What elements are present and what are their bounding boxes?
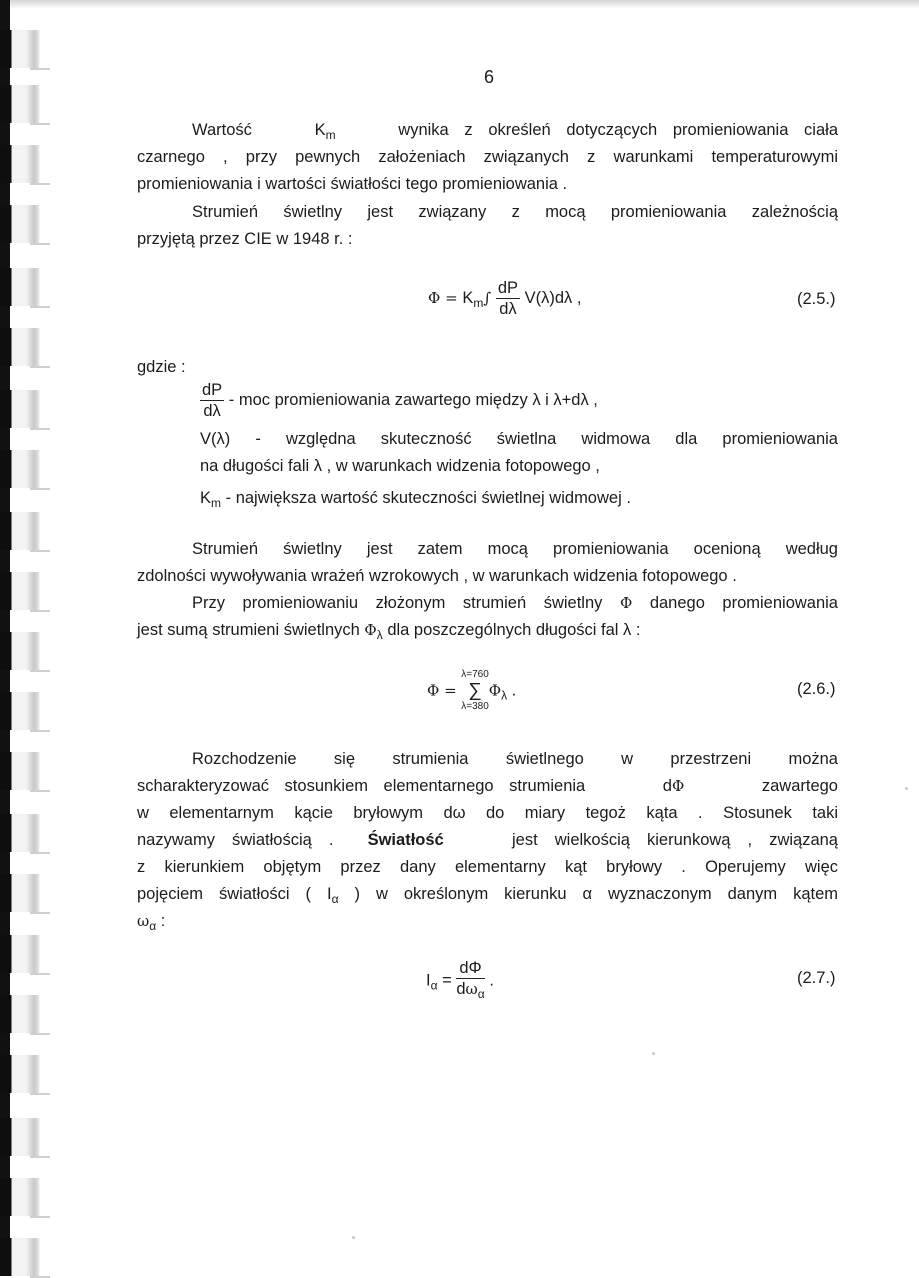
text-line: Wartość $K_m$ wynika z określeń dotyczących promieniowania ciała xyxy=(192,121,838,142)
binding-ring xyxy=(0,390,40,428)
scan-speck xyxy=(652,1052,655,1055)
where-item-v xyxy=(200,426,838,480)
fraction-dp-dlambda: $\frac{dP}{d\lambda}$ xyxy=(497,279,519,318)
binding-ring xyxy=(0,752,40,790)
equation-2-7: $I_\alpha$ = $\frac{d\Phi}{d\omega_\alpha}$ . xyxy=(426,958,494,1004)
binding-ring xyxy=(0,874,40,912)
binding-ring xyxy=(0,632,40,670)
binding-ring xyxy=(0,512,40,550)
binding-ring xyxy=(0,85,40,123)
text-line: Strumień świetlny jest związany z mocą promieniowania zależnością xyxy=(192,203,838,221)
sum-operator: λ=760 ∑ λ=380 xyxy=(461,669,489,712)
page-number: 6 xyxy=(484,67,495,87)
binding-ring xyxy=(0,1118,40,1156)
fraction-dphi-domega: $\frac{d\Phi}{d\omega_\alpha}$ xyxy=(456,959,485,1001)
text-line: Rozchodzenie się strumienia świetlnego w przestrzeni można xyxy=(192,750,838,768)
binding-ring xyxy=(0,572,40,610)
paragraph-flux-definition xyxy=(137,199,838,253)
equation-2-5: $\Phi = K_m\int$ $\frac{dP}{d\lambda}$ V(λ)dλ , xyxy=(428,279,582,318)
fraction-dp-dlambda: $\frac{dP}{d\lambda}$ xyxy=(202,381,223,420)
text-line: nazywamy światłością . Światłość jest wielkością kierunkową , związaną xyxy=(137,831,838,849)
paragraph-composite xyxy=(137,590,838,644)
binding-ring xyxy=(0,145,40,183)
text-line: na długości fali λ , w warunkach widzenia fotopowego , xyxy=(200,457,600,475)
scan-speck xyxy=(352,1236,355,1239)
text-line: Przy promieniowaniu złożonym strumień świetlny Φ danego promieniowania xyxy=(192,594,838,612)
binding-ring xyxy=(0,995,40,1033)
text-line: czarnego , przy pewnych założeniach związanych z warunkami temperaturowymi xyxy=(137,148,838,166)
where-item-km: $K_m$ - największa wartość skuteczności świetlnej widmowej . xyxy=(200,489,631,510)
binding-ring xyxy=(0,30,40,68)
binding-ring xyxy=(0,1055,40,1093)
scan-speck xyxy=(905,787,908,790)
text-line: w elementarnym kącie bryłowym dω do miary tegoż kąta . Stosunek taki xyxy=(137,804,838,822)
text-line: V(λ) - względna skuteczność świetlna widmowa dla promieniowania xyxy=(200,430,838,448)
equation-number: (2.5.) xyxy=(797,290,836,308)
paragraph-intensity xyxy=(137,746,838,935)
scan-shadow xyxy=(0,0,919,9)
where-label: gdzie : xyxy=(137,358,186,376)
binding-ring xyxy=(0,1238,40,1276)
where-item-dp: $\frac{dP}{d\lambda}$ - moc promieniowania zawartego między λ i λ+dλ , xyxy=(202,381,598,420)
equation-number: (2.7.) xyxy=(797,969,836,987)
text-line: Strumień świetlny jest zatem mocą promieniowania ocenioną według xyxy=(192,540,838,558)
text-line: przyjętą przez CIE w 1948 r. : xyxy=(137,230,353,248)
binding-ring xyxy=(0,450,40,488)
equation-number: (2.6.) xyxy=(797,680,836,698)
equation-2-6: Φ = λ=760 ∑ λ=380 $\Phi_\lambda$ . xyxy=(427,669,517,712)
paragraph-flux-perception xyxy=(137,536,838,590)
binding-ring xyxy=(0,205,40,243)
binding-ring xyxy=(0,814,40,852)
binding-ring xyxy=(0,1178,40,1216)
spiral-binding xyxy=(0,0,62,1261)
binding-ring xyxy=(0,935,40,973)
text-line: $\omega_\alpha$ : xyxy=(137,912,166,933)
text-line: zdolności wywoływania wrażeń wzrokowych , w warunkach widzenia fotopowego . xyxy=(137,567,737,585)
text-line: jest sumą strumieni świetlnych $\Phi_\lambda$ dla poszczególnych długości fal λ : xyxy=(137,621,641,642)
binding-ring xyxy=(0,268,40,306)
text-line: pojęciem światłości ( $I_\alpha$ ) w określonym kierunku α wyznaczonym danym kątem xyxy=(137,885,839,906)
text-line: scharakteryzować stosunkiem elementarnego strumienia dΦ zawartego xyxy=(137,777,838,795)
paragraph-km-definition xyxy=(137,117,838,198)
binding-ring xyxy=(0,328,40,366)
text-line: promieniowania i wartości światłości tego promieniowania . xyxy=(137,175,568,193)
text-line: z kierunkiem objętym przez dany elementarny kąt bryłowy . Operujemy więc xyxy=(137,858,838,876)
binding-ring xyxy=(0,692,40,730)
